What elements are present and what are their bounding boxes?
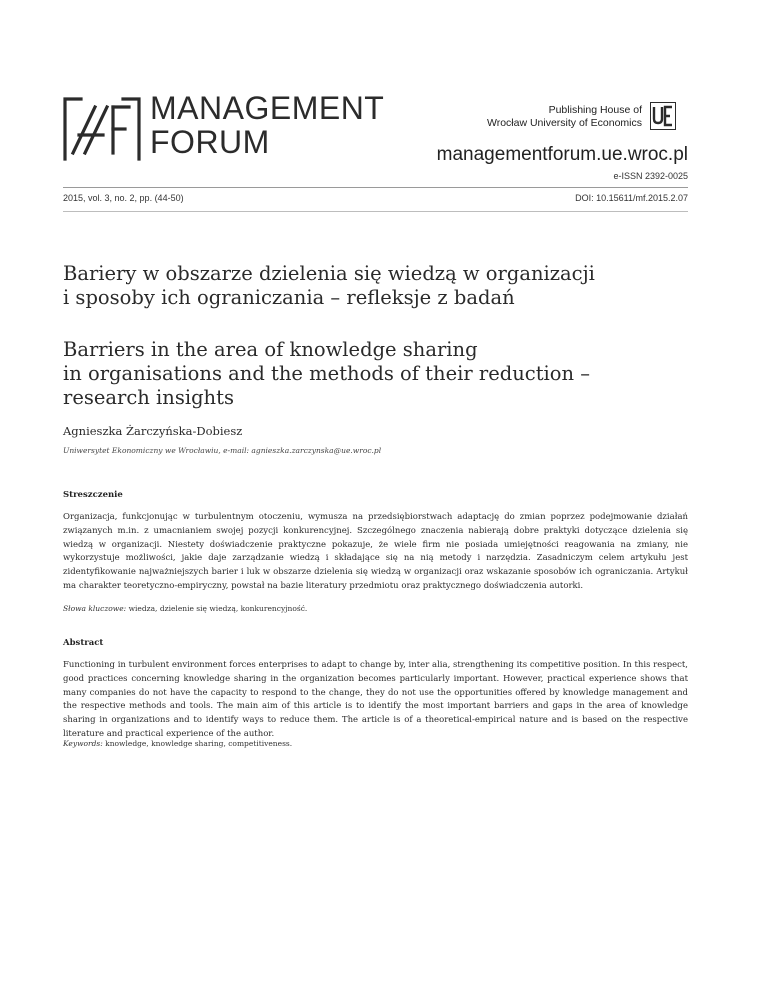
title-en-line3: research insights bbox=[63, 386, 234, 409]
title-en-line1: Barriers in the area of knowledge sharing bbox=[63, 338, 478, 361]
publisher bbox=[487, 104, 642, 130]
publisher-line1: Publishing House of bbox=[548, 104, 642, 116]
abstract-en-text: Functioning in turbulent environment forces enterprises to adapt to change by, inter alia, strengthening its competitive position. In this respect, good practices concerning knowledge sharing in the organization becomes particularly important. However, practical experience shows that many companies do not have the capacity to respond to the change, they do not use the opportunities offered by knowledge management and the respective methods and tools. The main aim of this article is to identify the most important barriers and gaps in the area of knowledge sharing in organizations and to identify ways to reduce them. The article is of a theoretical-empirical nature and is based on the respective literature and practical experience of the author. bbox=[63, 660, 688, 739]
abstract-en-heading: Abstract bbox=[63, 638, 104, 648]
management-forum-logo-icon bbox=[63, 97, 141, 161]
ue-university-logo-icon bbox=[650, 102, 676, 130]
keywords-pl-value: wiedza, dzielenie się wiedzą, konkurencyjność. bbox=[128, 604, 308, 613]
publisher-line2: Wrocław University of Economics bbox=[486, 117, 642, 129]
keywords-pl-label: Słowa kluczowe: bbox=[63, 604, 127, 613]
journal-name bbox=[150, 91, 384, 159]
issue-info: 2015, vol. 3, no. 2, pp. (44-50) bbox=[63, 193, 184, 203]
title-en-line2: in organisations and the methods of their reduction – bbox=[63, 362, 591, 385]
keywords-en-value: knowledge, knowledge sharing, competitiveness. bbox=[105, 739, 293, 748]
author-name: Agnieszka Żarczyńska-Dobiesz bbox=[63, 424, 243, 438]
author-affiliation: Uniwersytet Ekonomiczny we Wrocławiu, e-mail: agnieszka.zarczynska@ue.wroc.pl bbox=[63, 446, 382, 455]
keywords-en-label: Keywords: bbox=[63, 739, 103, 748]
article-title-english bbox=[63, 338, 703, 410]
journal-name-line2: FORUM bbox=[150, 124, 270, 160]
journal-name-line1: MANAGEMENT bbox=[150, 90, 385, 126]
abstract-pl-text: Organizacja, funkcjonując w turbulentnym otoczeniu, wymusza na przedsiębiorstwach adaptację do zmian poprzez podejmowanie działań związanych m.in. z umacnianiem swojej pozycji konkurencyjnej. Szczególnego znaczenia nabierają dobre praktyki dotyczące dzielenia się wiedzą w organizacji. Niestety doświadczenie praktyczne pokazuje, że wiele firm nie posiada umiejętności reagowania na zmiany, nie wykorzystuje możliwości, jakie daje zarządzanie wiedzą i składające się na nią metody i narzędzia. Zasadniczym celem artykułu jest zidentyfikowanie najważniejszych barier i luk w obszarze dzielenia się wiedzą w organizacji oraz wskazanie sposobów ich ograniczania. Artykuł ma charakter teoretyczno-empiryczny, powstał na bazie literatury przedmiotu oraz praktycznego doświadczenia autorki. bbox=[63, 512, 688, 591]
journal-website-link[interactable]: managementforum.ue.wroc.pl bbox=[436, 144, 688, 165]
article-title-polish bbox=[63, 262, 703, 310]
meta-divider bbox=[63, 211, 688, 212]
header-divider bbox=[63, 187, 688, 188]
abstract-pl-heading: Streszczenie bbox=[63, 490, 123, 500]
doi[interactable]: DOI: 10.15611/mf.2015.2.07 bbox=[575, 193, 688, 203]
title-pl-line1: Bariery w obszarze dzielenia się wiedzą w organizacji bbox=[63, 262, 595, 285]
eissn: e-ISSN 2392-0025 bbox=[613, 171, 688, 181]
keywords-en bbox=[63, 739, 292, 748]
title-pl-line2: i sposoby ich ograniczania – refleksje z badań bbox=[63, 286, 515, 309]
keywords-pl bbox=[63, 604, 307, 613]
